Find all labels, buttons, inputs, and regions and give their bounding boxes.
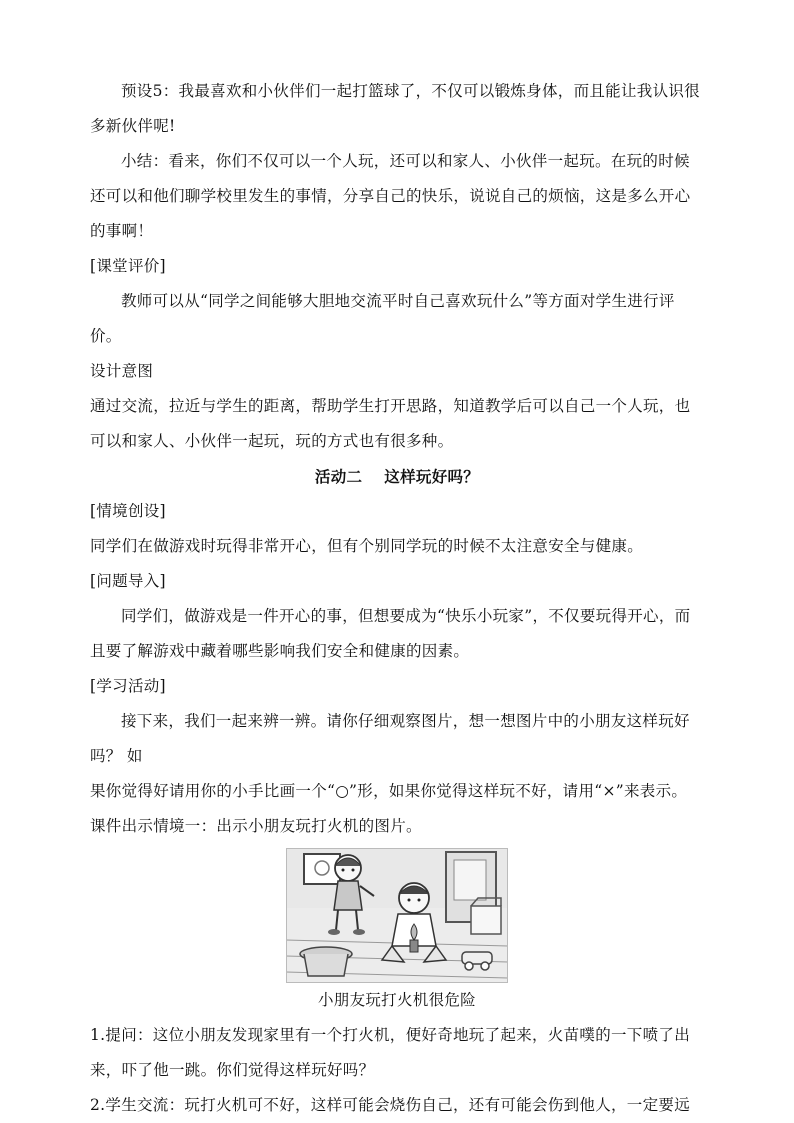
activity-label: 活动二 <box>314 467 363 486</box>
learning-activity-paragraph-b: 果你觉得好请用你的小手比画一个“○”形，如果你觉得这样玩不好，请用“×”来表示。 <box>90 782 688 800</box>
preset-5-paragraph: 预设5：我最喜欢和小伙伴们一起打篮球了，不仅可以锻炼身体，而且能让我认识很多新伙伴呢! <box>90 82 700 135</box>
problem-intro-paragraph: 同学们，做游戏是一件开心的事，但想要成为“快乐小玩家”，不仅要玩得开心，而且要了解游戏中藏着哪些影响我们安全和健康的因素。 <box>90 607 691 660</box>
figure-caption: 小朋友玩打火机很危险 <box>317 991 476 1009</box>
class-evaluation-label: [课堂评价] <box>90 257 166 275</box>
evaluation-paragraph: 教师可以从“同学之间能够大胆地交流平时自己喜欢玩什么”等方面对学生进行评价。 <box>90 292 675 345</box>
design-intent-label: 设计意图 <box>90 362 154 380</box>
learning-activity-label: [学习活动] <box>90 677 166 695</box>
scenario-label: [情境创设] <box>90 502 166 520</box>
learning-activity-paragraph-a: 接下来，我们一起来辨一辨。请你仔细观察图片，想一想图片中的小朋友这样玩好吗？ 如 <box>90 712 690 765</box>
courseware-scenario-line: 课件出示情境一：出示小朋友玩打火机的图片。 <box>90 817 422 835</box>
list-item-1: 1.提问：这位小朋友发现家里有一个打火机，便好奇地玩了起来，火苗噗的一下喷了出来，吓了他一跳。你们觉得这样玩好吗？ <box>90 1026 690 1079</box>
document-page <box>90 74 704 1123</box>
design-intent-paragraph: 通过交流，拉近与学生的距离，帮助学生打开思路，知道教学后可以自己一个人玩，也可以和家人、小伙伴一起玩，玩的方式也有很多种。 <box>90 397 691 450</box>
summary-paragraph: 小结：看来，你们不仅可以一个人玩，还可以和家人、小伙伴一起玩。在玩的时候还可以和他们聊学校里发生的事情，分享自己的快乐，说说自己的烦恼，这是多么开心的事啊！ <box>90 152 691 240</box>
activity-title: 这样玩好吗？ <box>384 467 480 486</box>
lighter-illustration <box>90 848 704 983</box>
children-playing-lighter-image <box>286 848 508 983</box>
list-item-2: 2.学生交流：玩打火机可不好，这样可能会烧伤自己，还有可能会伤到他人，一定要远 <box>90 1096 690 1114</box>
problem-intro-label: [问题导入] <box>90 572 166 590</box>
scenario-paragraph: 同学们在做游戏时玩得非常开心，但有个别同学玩的时候不太注意安全与健康。 <box>90 537 644 555</box>
activity-heading <box>90 459 704 494</box>
